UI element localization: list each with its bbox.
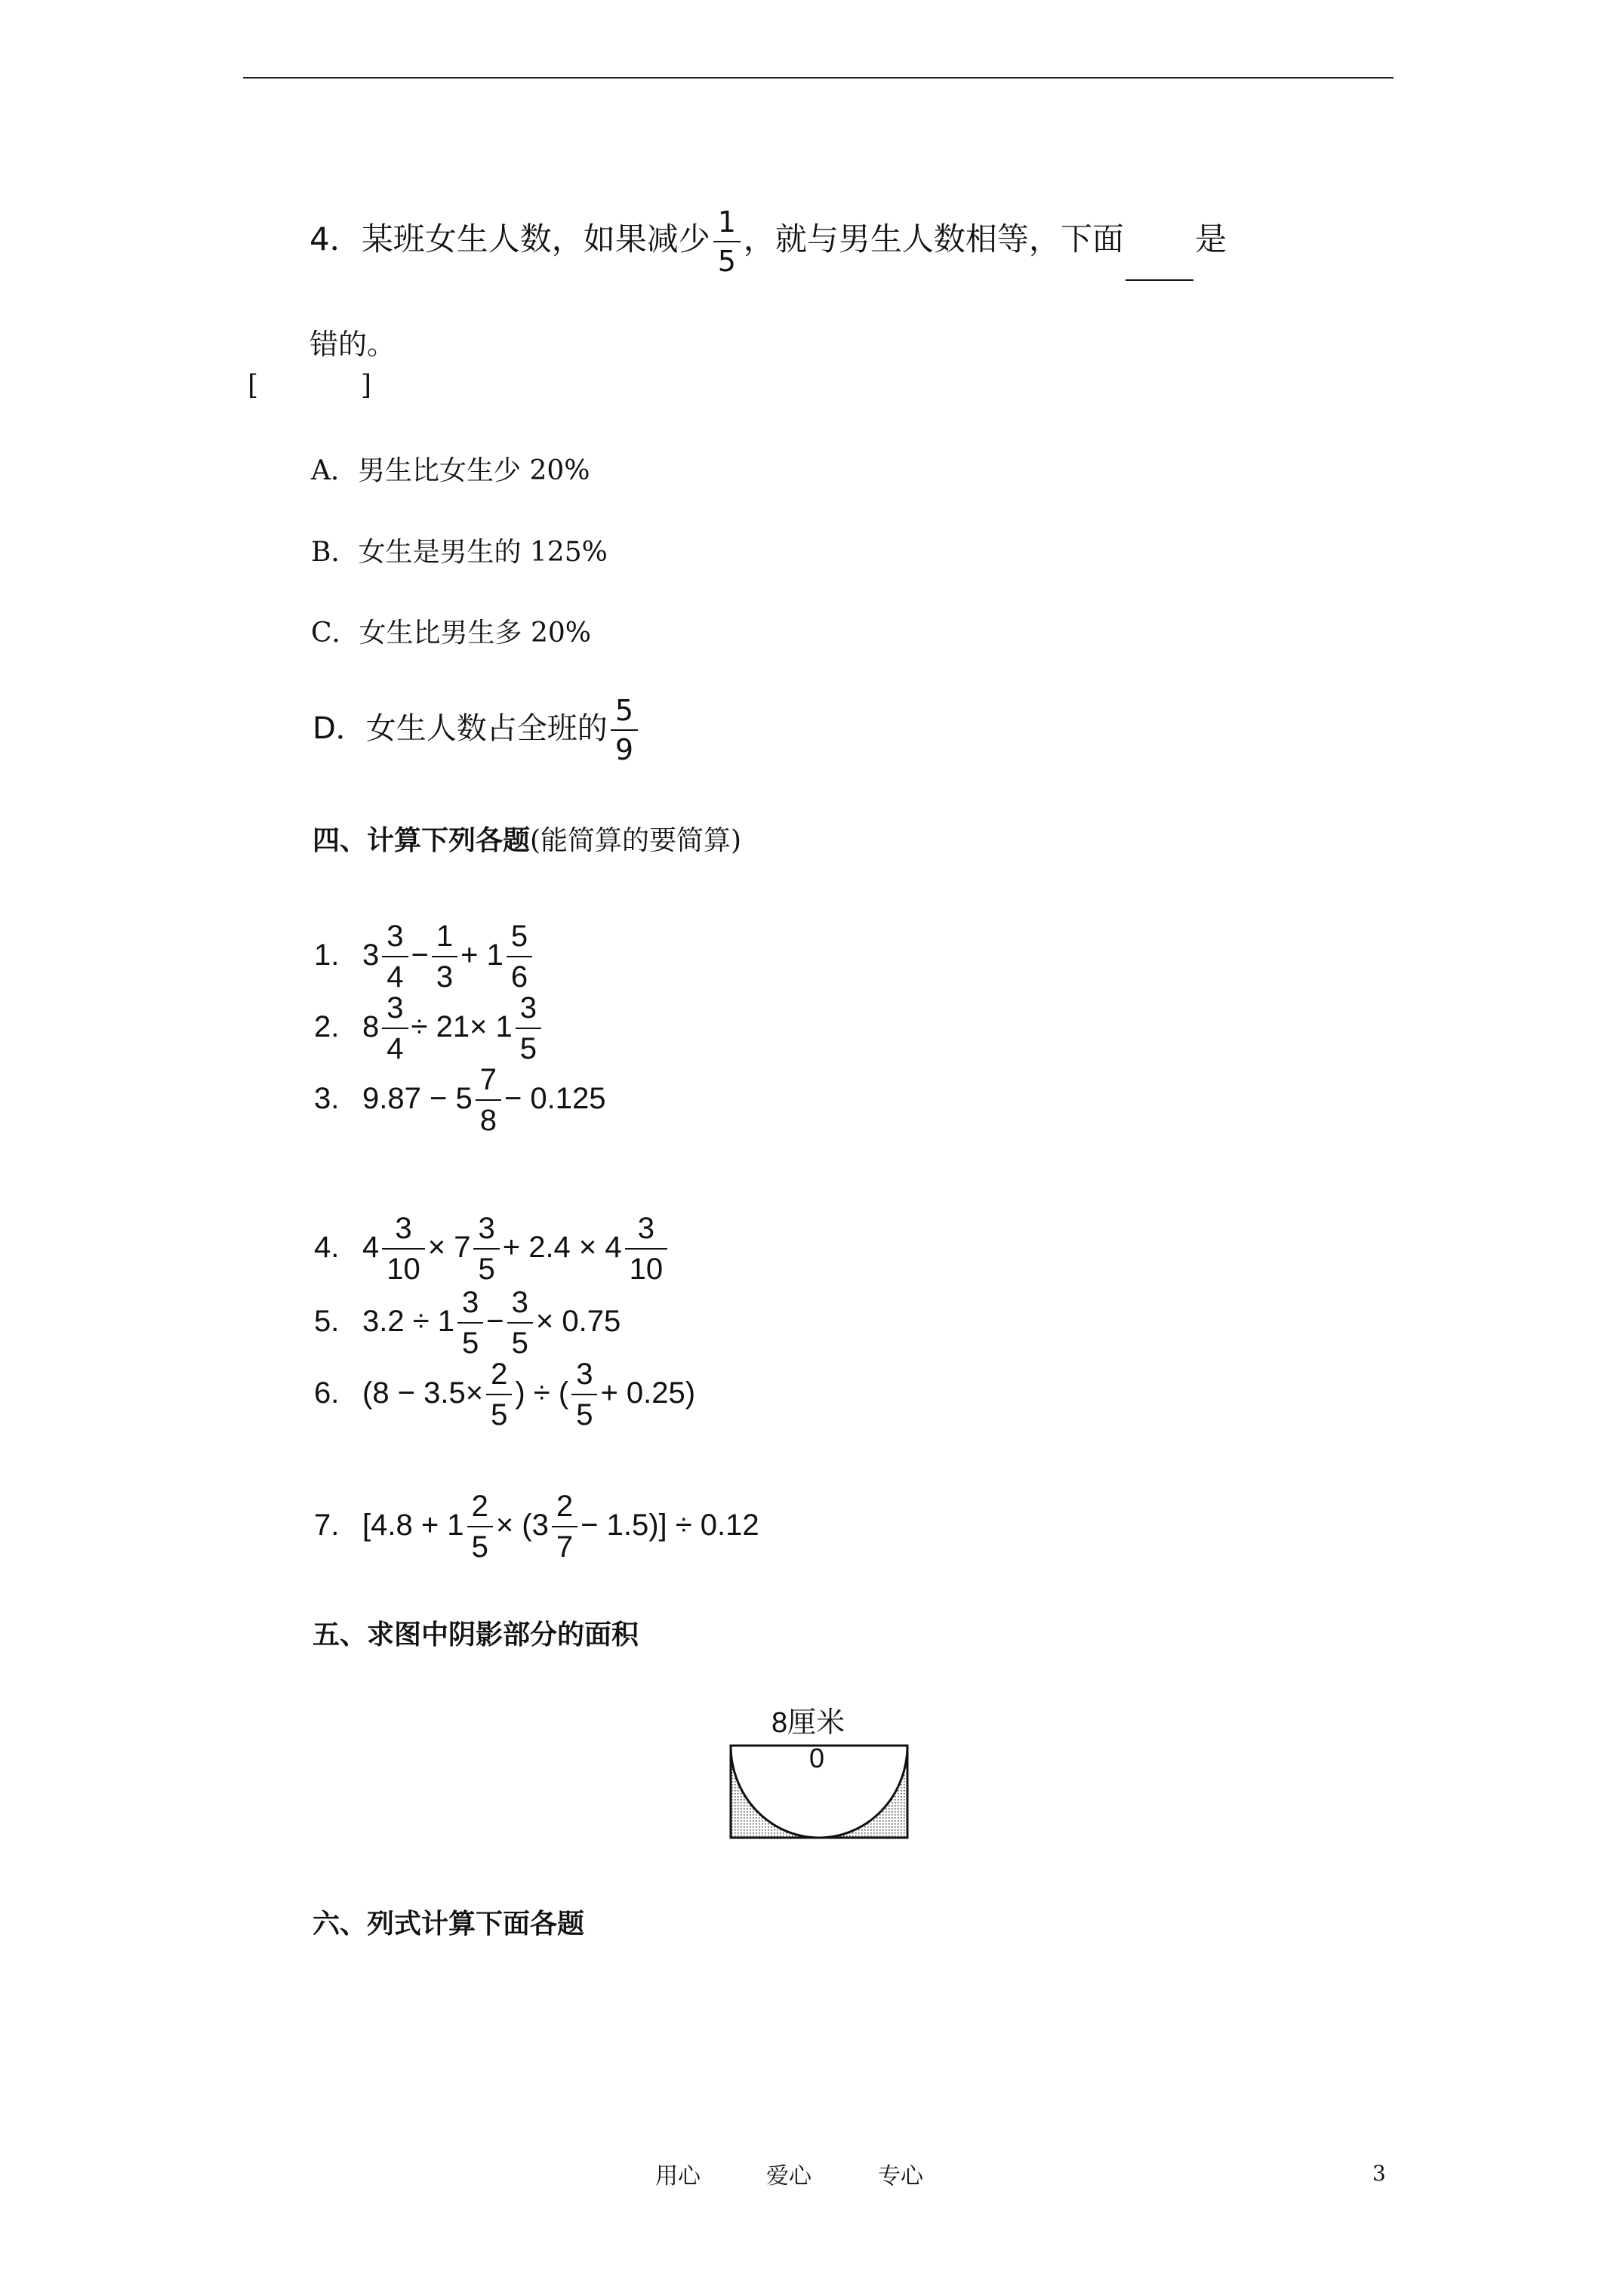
fraction	[476, 1065, 501, 1136]
fraction-denominator: 7	[552, 1526, 577, 1562]
fraction-numerator: 2	[471, 1490, 488, 1524]
expression-start: 3.2 ÷ 1	[362, 1305, 455, 1338]
operator: +	[460, 938, 479, 972]
fraction-denominator: 10	[382, 1248, 425, 1284]
operator: −	[411, 938, 429, 972]
figure-dimension-label: 8厘米	[771, 1707, 845, 1739]
expression-start: (8 − 3.5×	[362, 1376, 484, 1410]
mixed-whole: 8	[362, 1010, 380, 1043]
problem-label: 6.	[314, 1376, 340, 1410]
fraction	[516, 993, 541, 1064]
fraction	[507, 921, 532, 992]
mixed-whole: 4	[362, 1231, 380, 1264]
fraction-numerator: 5	[510, 920, 528, 954]
section-6-title: 六、列式计算下面各题	[313, 1908, 585, 1940]
q4-stem-end: 是	[1194, 220, 1227, 257]
fraction-numerator: 7	[479, 1063, 497, 1097]
fraction-numerator: 3	[387, 920, 404, 954]
expression-middle: × (3	[495, 1509, 549, 1542]
fraction	[467, 1491, 493, 1562]
fraction-denominator: 10	[625, 1248, 668, 1284]
section-4-heading	[313, 819, 741, 858]
option-a: A．男生比女生少 20%	[311, 455, 590, 486]
figure-center-label: 0	[809, 1743, 825, 1774]
footer-word-3: 专心	[878, 2163, 923, 2190]
fraction-numerator: 2	[556, 1490, 574, 1524]
problem-2	[314, 985, 544, 1068]
fraction-denominator: 5	[713, 241, 741, 276]
fraction	[625, 1212, 668, 1287]
section-4-note: (能简算的要简算)	[530, 825, 742, 856]
fraction	[457, 1286, 483, 1361]
problem-label: 7.	[314, 1509, 340, 1542]
shaded-area-figure	[725, 1699, 913, 1842]
fraction-numerator: 3	[576, 1358, 593, 1391]
option-d	[313, 687, 641, 770]
problem-label: 3.	[314, 1082, 340, 1115]
mixed-whole: 1	[486, 938, 504, 972]
fraction	[507, 1286, 533, 1361]
operator: −	[486, 1305, 504, 1338]
fraction	[382, 993, 408, 1064]
expression-end: + 0.25)	[600, 1376, 696, 1410]
mixed-whole: 1	[495, 1010, 513, 1043]
fraction	[382, 921, 408, 992]
fraction-denominator: 5	[571, 1394, 597, 1430]
fraction-numerator: 3	[462, 1286, 479, 1320]
fraction-denominator: 5	[486, 1394, 512, 1430]
question-4-stem	[310, 198, 1227, 281]
expression-middle: ÷ 21×	[411, 1010, 488, 1043]
fraction-numerator: 3	[387, 991, 404, 1025]
problem-label: 4.	[314, 1231, 340, 1264]
problem-label: 5.	[314, 1305, 340, 1338]
fraction-numerator: 1	[717, 205, 736, 239]
fraction	[382, 1212, 425, 1287]
page-number: 3	[1372, 2161, 1386, 2186]
fraction	[552, 1491, 577, 1562]
fraction-numerator: 3	[519, 991, 537, 1025]
option-b: B．女生是男生的 125%	[311, 537, 608, 568]
mixed-whole: 3	[362, 938, 380, 972]
problem-6	[314, 1351, 695, 1435]
shaded-corner-left	[731, 1746, 819, 1838]
fraction-numerator: 3	[637, 1212, 655, 1246]
problem-1	[314, 914, 535, 997]
fraction-denominator: 5	[457, 1322, 483, 1358]
fraction-numerator: 2	[491, 1358, 508, 1391]
problem-3	[314, 1057, 606, 1140]
expression-end: − 0.125	[504, 1082, 606, 1115]
bracket-close: ]	[361, 370, 372, 401]
option-c: C．女生比男生多 20%	[311, 618, 592, 649]
question-4-line2: 错的。	[310, 328, 396, 361]
option-d-fraction	[611, 696, 638, 764]
fraction-denominator: 9	[611, 729, 638, 764]
expression-end: × 0.75	[535, 1305, 621, 1338]
answer-blank[interactable]	[1126, 249, 1193, 281]
fraction-denominator: 5	[473, 1248, 499, 1284]
expression-start: [4.8 + 1	[362, 1509, 464, 1542]
expression-middle: + 2.4 × 4	[502, 1231, 622, 1264]
expression-middle: ) ÷ (	[515, 1376, 569, 1410]
problem-4	[314, 1206, 670, 1289]
q4-stem-before: 4．某班女生人数，如果减少	[310, 220, 710, 257]
fraction	[571, 1359, 597, 1430]
option-d-text: D．女生人数占全班的	[313, 711, 608, 746]
fraction-denominator: 5	[516, 1028, 541, 1064]
fraction-numerator: 1	[436, 920, 454, 954]
fraction	[486, 1359, 512, 1430]
q4-stem-after: ，就与男生人数相等，下面	[743, 220, 1124, 257]
problem-7	[314, 1484, 759, 1567]
fraction-numerator: 3	[511, 1286, 528, 1320]
fraction-numerator: 3	[478, 1212, 495, 1246]
fraction-denominator: 4	[382, 1028, 408, 1064]
footer-word-2: 爱心	[766, 2163, 812, 2190]
shaded-corner-right	[819, 1746, 907, 1838]
problem-label: 1.	[314, 938, 340, 972]
expression-start: 9.87 − 5	[362, 1082, 473, 1115]
fraction-denominator: 6	[507, 956, 532, 992]
q4-fraction	[713, 205, 741, 278]
expression-end: − 1.5)] ÷ 0.12	[581, 1509, 759, 1542]
fraction	[432, 921, 457, 992]
header-rule	[243, 77, 1394, 79]
problem-5	[314, 1280, 621, 1363]
fraction-denominator: 4	[382, 956, 408, 992]
section-4-title: 四、计算下列各题	[313, 824, 531, 856]
section-5-title: 五、求图中阴影部分的面积	[313, 1619, 639, 1650]
fraction	[473, 1212, 499, 1287]
fraction-denominator: 8	[476, 1099, 501, 1136]
fraction-denominator: 5	[467, 1526, 493, 1562]
bracket-open: [	[248, 370, 259, 401]
fraction-numerator: 3	[395, 1212, 412, 1246]
footer-word-1: 用心	[655, 2163, 701, 2190]
fraction-denominator: 5	[507, 1322, 533, 1358]
expression-middle: × 7	[427, 1231, 471, 1264]
fraction-numerator: 5	[614, 694, 633, 727]
problem-label: 2.	[314, 1010, 340, 1043]
fraction-denominator: 3	[432, 956, 457, 992]
